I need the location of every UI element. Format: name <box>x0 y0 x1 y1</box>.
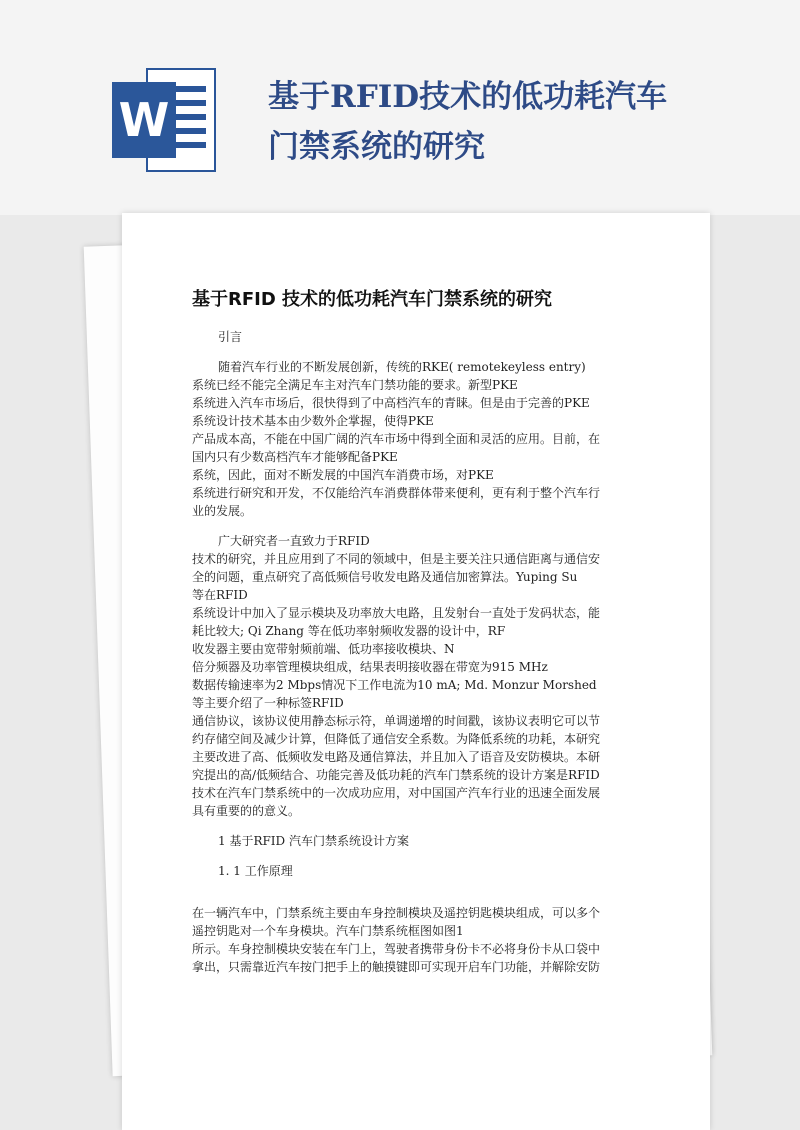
body-line: 究提出的高/低频结合、功能完善及低功耗的汽车门禁系统的设计方案是RFID <box>192 768 600 782</box>
word-badge: W <box>112 82 176 158</box>
body-line: 拿出，只需靠近汽车按门把手上的触摸键即可实现开启车门功能，并解除安防 <box>192 960 601 974</box>
body-line: 产品成本高，不能在中国广阔的汽车市场中得到全面和灵活的应用。目前，在 <box>192 432 601 446</box>
body-line: 具有重要的的意义。 <box>192 804 301 818</box>
body-line: 系统设计技术基本由少数外企掌握，使得PKE <box>192 414 434 428</box>
section-heading: 1 基于RFID 汽车门禁系统设计方案 <box>218 834 409 848</box>
body-line: 主要改进了高、低频收发电路及通信算法，并且加入了语音及安防模块。本研 <box>192 750 601 764</box>
subsection-heading: 1. 1 工作原理 <box>218 864 293 878</box>
body-line: 约存储空间及减少计算，但降低了通信安全系数。为降低系统的功耗，本研究 <box>192 732 601 746</box>
body-line: 等主要介绍了一种标签RFID <box>192 696 344 710</box>
body-line: 数据传输速率为2 Mbps情况下工作电流为10 mA; Md. Monzur Morshed <box>192 678 597 692</box>
body-line: 广大研究者一直致力于RFID <box>218 534 370 548</box>
document-title: 基于RFID 技术的低功耗汽车门禁系统的研究 <box>192 289 553 310</box>
body-line: 在一辆汽车中，门禁系统主要由车身控制模块及遥控钥匙模块组成，可以多个 <box>192 906 601 920</box>
word-icon <box>112 68 216 172</box>
header-banner <box>0 0 800 215</box>
body-line: 系统进行研究和开发，不仅能给汽车消费群体带来便利，更有利于整个汽车行 <box>192 486 601 500</box>
header-title: 基于RFID技术的低功耗汽车门禁系统的研究 <box>268 79 668 165</box>
body-line: 引言 <box>218 330 243 344</box>
body-line: 所示。车身控制模块安装在车门上，驾驶者携带身份卡不必将身份卡从口袋中 <box>192 942 601 956</box>
body-line: 耗比较大; Qi Zhang 等在低功率射频收发器的设计中，RF <box>192 624 506 638</box>
body-line: 系统进入汽车市场后，很快得到了中高档汽车的青睐。但是由于完善的PKE <box>192 396 590 410</box>
body-line: 倍分频器及功率管理模块组成，结果表明接收器在带宽为915 MHz <box>192 660 548 674</box>
body-line: 通信协议，该协议使用静态标示符，单调递增的时间戳，该协议表明它可以节 <box>192 714 601 728</box>
body-line: 收发器主要由宽带射频前端、低功率接收模块、N <box>192 642 455 656</box>
document-body <box>192 328 692 976</box>
body-line: 遥控钥匙对一个车身模块。汽车门禁系统框图如图1 <box>192 924 464 938</box>
body-line: 国内只有少数高档汽车才能够配备PKE <box>192 450 398 464</box>
body-line: 技术在汽车门禁系统中的一次成功应用，对中国国产汽车行业的迅速全面发展 <box>192 786 601 800</box>
body-line: 系统，因此，面对不断发展的中国汽车消费市场，对PKE <box>192 468 494 482</box>
body-line: 随着汽车行业的不断发展创新，传统的RKE( remotekeyless entry) <box>218 360 586 374</box>
body-line: 等在RFID <box>192 588 248 602</box>
body-line: 系统已经不能完全满足车主对汽车门禁功能的要求。新型PKE <box>192 378 518 392</box>
body-line: 系统设计中加入了显示模块及功率放大电路，且发射台一直处于发码状态，能 <box>192 606 601 620</box>
body-line: 业的发展。 <box>192 504 253 518</box>
body-line: 全的问题，重点研究了高低频信号收发电路及通信加密算法。Yuping Su <box>192 570 578 584</box>
body-line: 技术的研究，并且应用到了不同的领域中，但是主要关注只通信距离与通信安 <box>192 552 601 566</box>
document-page <box>122 213 710 1130</box>
